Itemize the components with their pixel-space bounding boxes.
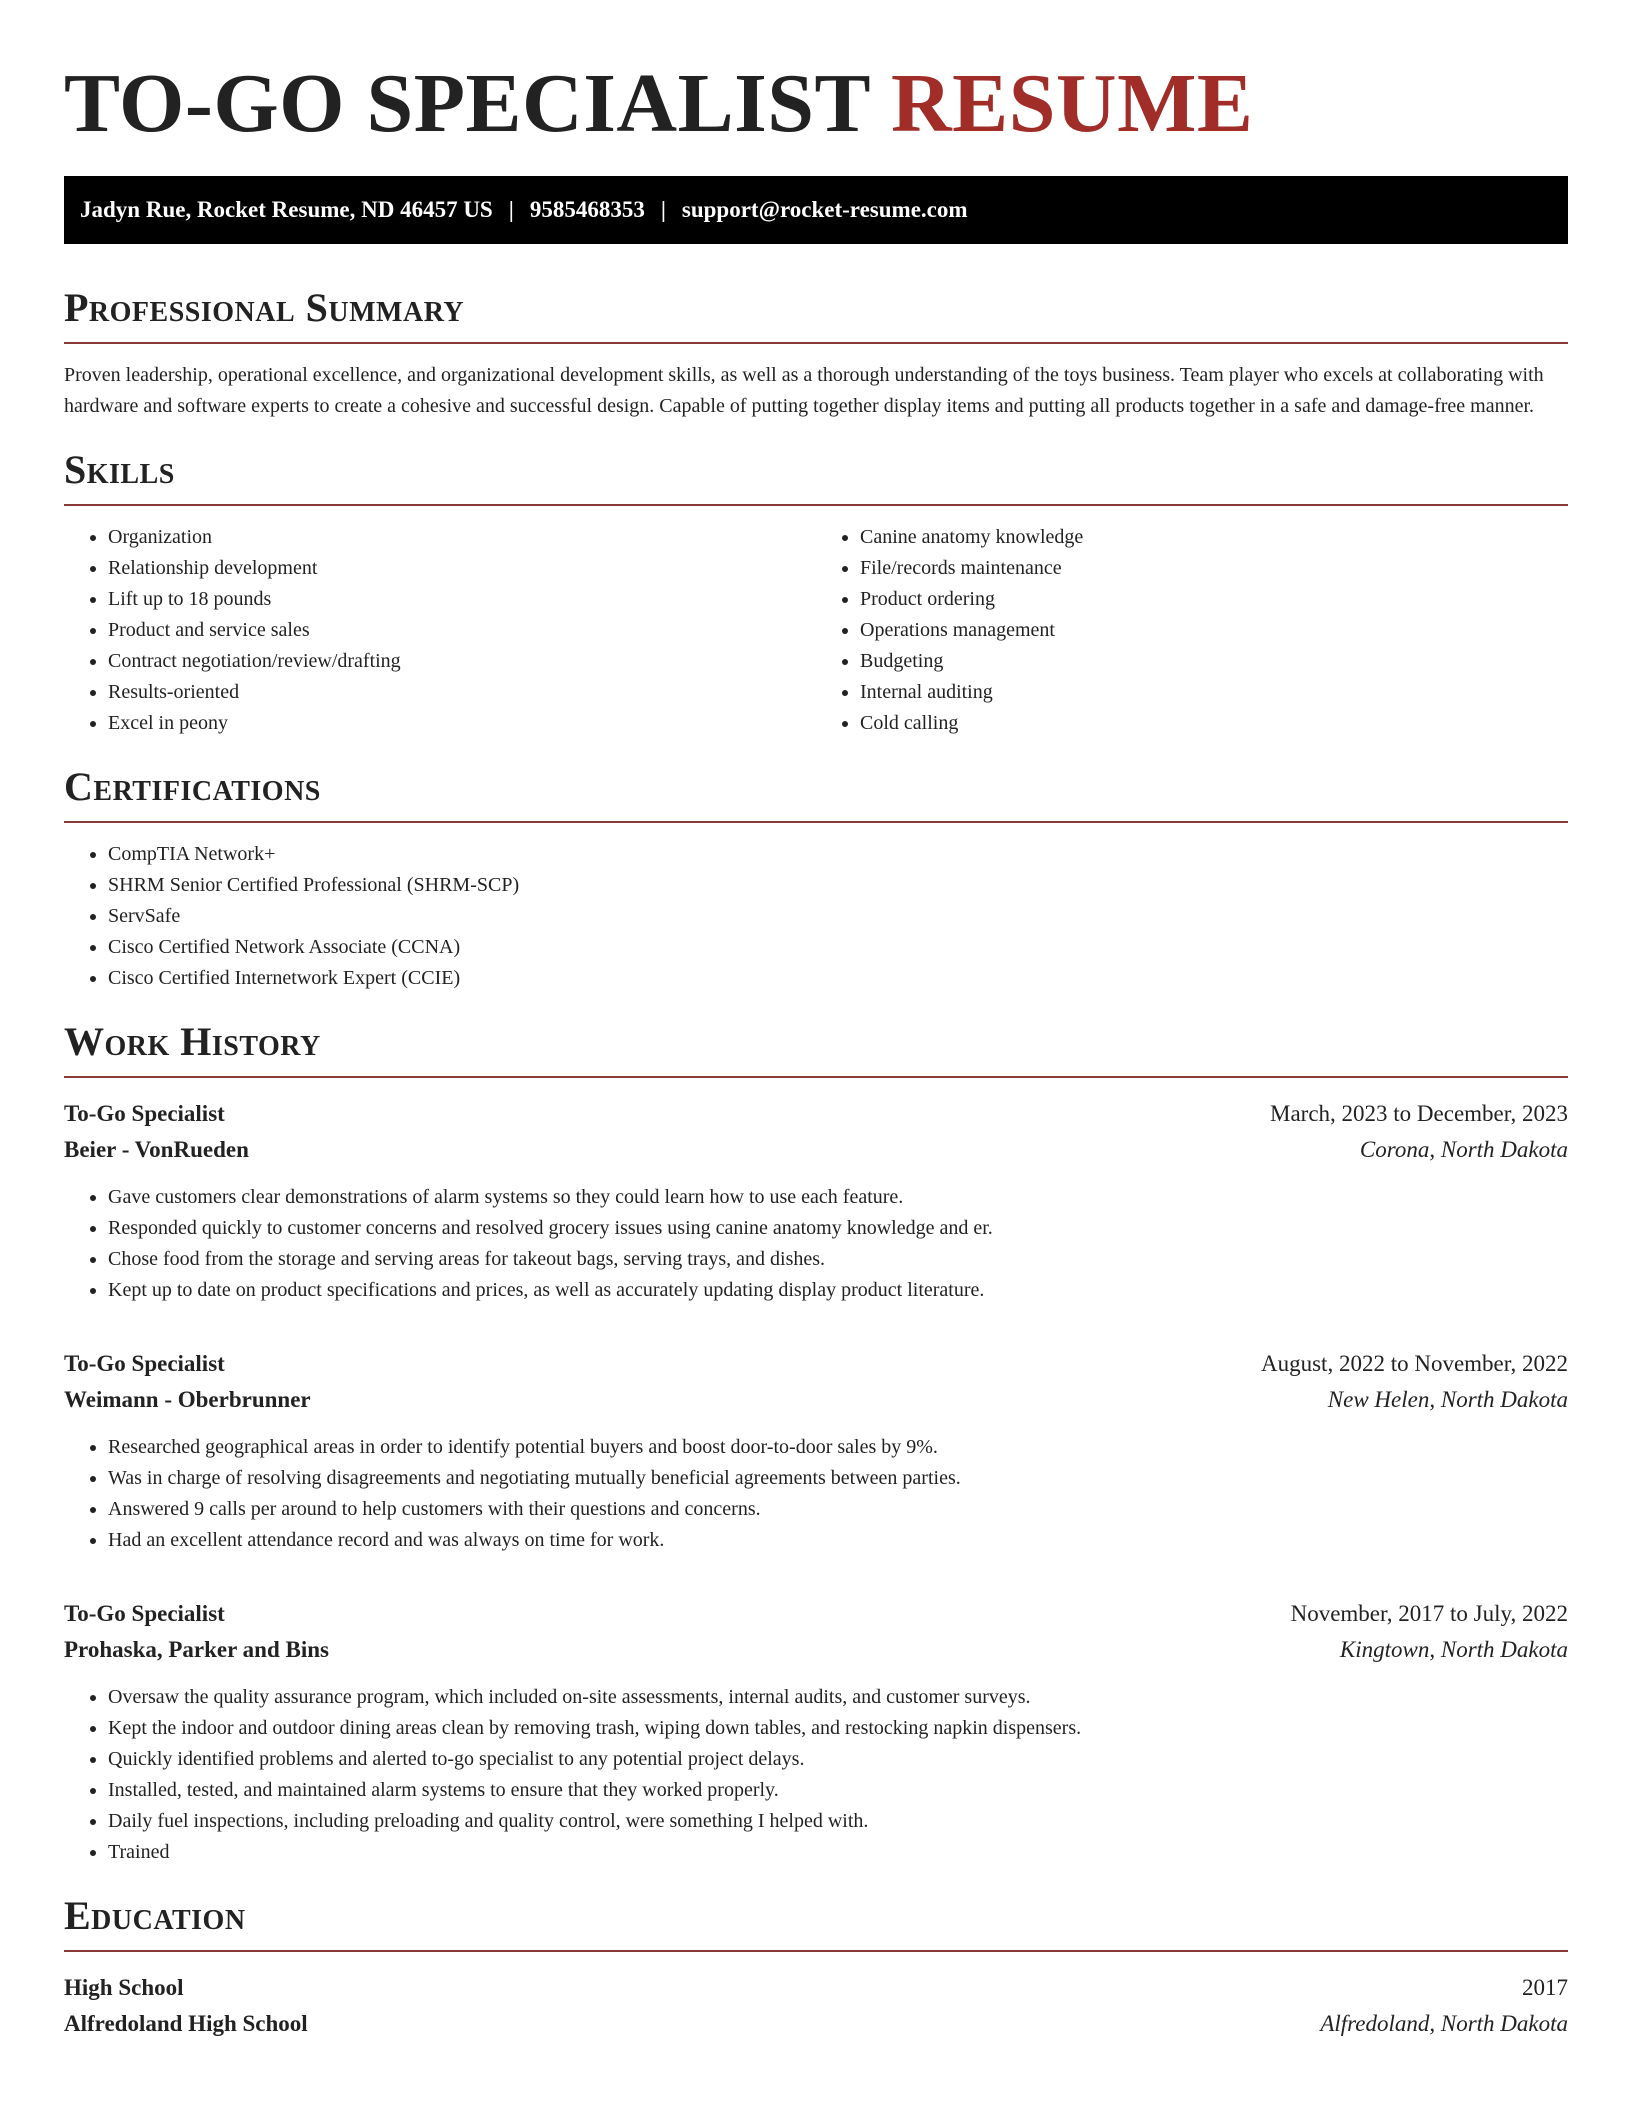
summary-heading: Professional Summary [64, 282, 1568, 344]
job-entry [64, 1346, 1568, 1556]
job-dates: November, 2017 to July, 2022 [1290, 1601, 1568, 1626]
contact-bar [64, 176, 1568, 244]
job-title-row [64, 1596, 1568, 1632]
skill-item: • Results-oriented [108, 677, 816, 708]
education-school-row [64, 2006, 1568, 2042]
job-bullet: • Was in charge of resolving disagreements and negotiating mutually beneficial agreements between parties. [108, 1463, 1568, 1494]
skill-item: • Contract negotiation/review/drafting [108, 646, 816, 677]
job-bullet: • Kept the indoor and outdoor dining areas clean by removing trash, wiping down tables, and restocking napkin dispensers. [108, 1713, 1568, 1744]
skill-item: • Product and service sales [108, 615, 816, 646]
skill-item: • Internal auditing [860, 677, 1568, 708]
job-bullet: • Trained [108, 1837, 1568, 1868]
certification-item: • CompTIA Network+ [108, 839, 1568, 870]
job-role: To-Go Specialist [64, 1601, 225, 1626]
job-role: To-Go Specialist [64, 1351, 225, 1376]
job-bullet: • Kept up to date on product specifications and prices, as well as accurately updating display product literature. [108, 1275, 1568, 1306]
job-title-row [64, 1346, 1568, 1382]
certifications-heading: Certifications [64, 761, 1568, 823]
skill-item: • Budgeting [860, 646, 1568, 677]
skills-left-list [64, 522, 816, 739]
job-location: Kingtown, North Dakota [1339, 1637, 1568, 1662]
job-location: New Helen, North Dakota [1327, 1387, 1568, 1412]
job-role: To-Go Specialist [64, 1101, 225, 1126]
skill-item: • Product ordering [860, 584, 1568, 615]
education-location: Alfredoland, North Dakota [1320, 2011, 1568, 2036]
job-bullets [64, 1182, 1568, 1306]
job-bullet: • Researched geographical areas in order to identify potential buyers and boost door-to-door sales by 9%. [108, 1432, 1568, 1463]
skill-item: • Lift up to 18 pounds [108, 584, 816, 615]
contact-separator: | [508, 197, 514, 222]
job-bullet: • Answered 9 calls per around to help customers with their questions and concerns. [108, 1494, 1568, 1525]
certifications-list [64, 839, 1568, 994]
job-company-row [64, 1382, 1568, 1418]
education-year: 2017 [1522, 1975, 1568, 2000]
education-degree-row [64, 1970, 1568, 2006]
contact-phone: 9585468353 [529, 197, 645, 222]
education-school: Alfredoland High School [64, 2011, 308, 2036]
job-bullet: • Oversaw the quality assurance program, which included on-site assessments, internal audits, and customer surveys. [108, 1682, 1568, 1713]
skills-columns [64, 522, 1568, 739]
resume-title [64, 56, 1568, 152]
skills-heading: Skills [64, 444, 1568, 506]
education-heading: Education [64, 1890, 1568, 1952]
job-bullet: • Chose food from the storage and serving areas for takeout bags, serving trays, and dishes. [108, 1244, 1568, 1275]
job-location: Corona, North Dakota [1359, 1137, 1568, 1162]
job-title-row [64, 1096, 1568, 1132]
job-bullets [64, 1682, 1568, 1868]
job-bullet: • Installed, tested, and maintained alarm systems to ensure that they worked properly. [108, 1775, 1568, 1806]
skill-item: • Operations management [860, 615, 1568, 646]
certification-item: • Cisco Certified Internetwork Expert (CCIE) [108, 963, 1568, 994]
job-bullet: • Quickly identified problems and alerted to-go specialist to any potential project delays. [108, 1744, 1568, 1775]
summary-text: Proven leadership, operational excellence, and organizational development skills, as well as a thorough understanding of the toys business. Team player who excels at collaborating with hardware and software experts to create a cohesive and successful design. Capable of putting together display items and putting all products together in a safe and damage-free manner. [64, 364, 1544, 417]
title-accent: RESUME [891, 57, 1254, 150]
job-entry [64, 1096, 1568, 1306]
skill-item: • Excel in peony [108, 708, 816, 739]
contact-address: Jadyn Rue, Rocket Resume, ND 46457 US [80, 197, 493, 222]
job-bullet: • Daily fuel inspections, including preloading and quality control, were something I helped with. [108, 1806, 1568, 1837]
job-company: Weimann - Oberbrunner [64, 1387, 311, 1412]
skill-item: • File/records maintenance [860, 553, 1568, 584]
job-entry [64, 1596, 1568, 1868]
job-bullets [64, 1432, 1568, 1556]
job-company-row [64, 1132, 1568, 1168]
job-bullet: • Had an excellent attendance record and was always on time for work. [108, 1525, 1568, 1556]
education-entry [64, 1970, 1568, 2042]
title-main: TO-GO SPECIALIST [64, 57, 870, 150]
skill-item: • Cold calling [860, 708, 1568, 739]
job-bullet: • Gave customers clear demonstrations of alarm systems so they could learn how to use each feature. [108, 1182, 1568, 1213]
job-company-row [64, 1632, 1568, 1668]
job-dates: August, 2022 to November, 2022 [1261, 1351, 1568, 1376]
skill-item: • Organization [108, 522, 816, 553]
skill-item: • Canine anatomy knowledge [860, 522, 1568, 553]
job-dates: March, 2023 to December, 2023 [1270, 1101, 1568, 1126]
certification-item: • ServSafe [108, 901, 1568, 932]
certification-item: • SHRM Senior Certified Professional (SHRM-SCP) [108, 870, 1568, 901]
job-bullet: • Responded quickly to customer concerns and resolved grocery issues using canine anatomy knowledge and er. [108, 1213, 1568, 1244]
job-company: Prohaska, Parker and Bins [64, 1637, 329, 1662]
contact-email: support@rocket-resume.com [681, 197, 968, 222]
skills-right-list [816, 522, 1568, 739]
job-company: Beier - VonRueden [64, 1137, 249, 1162]
education-degree: High School [64, 1975, 184, 2000]
work-history-heading: Work History [64, 1016, 1568, 1078]
contact-separator: | [660, 197, 666, 222]
skill-item: • Relationship development [108, 553, 816, 584]
certification-item: • Cisco Certified Network Associate (CCNA) [108, 932, 1568, 963]
